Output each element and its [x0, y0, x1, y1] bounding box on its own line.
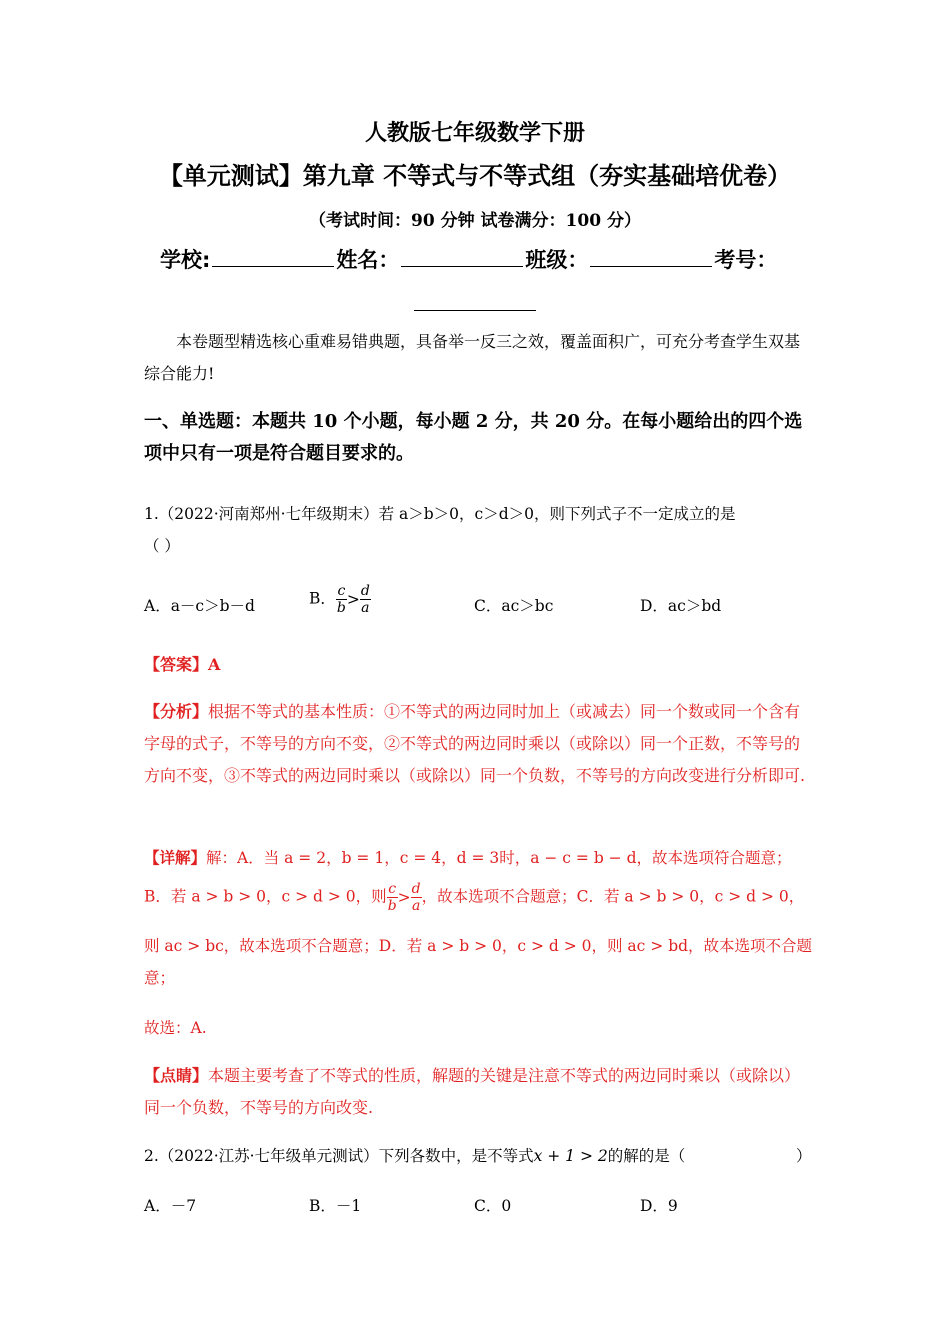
comment-tag: 【点睛】: [144, 1066, 209, 1085]
q1-option-b-label: B．: [309, 589, 336, 608]
detail-text-2a: B．若 a > b > 0，c > d > 0，则: [144, 887, 387, 906]
frac-numerator: d: [411, 881, 421, 897]
q2-stem: [144, 1144, 685, 1166]
section-heading: 一、单选题：本题共 10 个小题，每小题 2 分，共 20 分。在每小题给出的四个选项中只有一项是符合题目要求的。: [144, 411, 803, 464]
frac-denominator: b: [387, 898, 397, 914]
name-label: 姓名：: [336, 248, 400, 272]
frac-numerator: d: [360, 583, 370, 599]
q1-choose: 故选：A.: [144, 1019, 207, 1037]
number-blank: [414, 292, 536, 311]
q2-inequality: x + 1 > 2: [533, 1147, 608, 1165]
q1-stem: 1.（2022·河南郑州·七年级期末）若 a＞b＞0，c＞d＞0，则下列式子不一定成立的是: [144, 505, 736, 523]
q1-option-b: [309, 584, 371, 615]
name-blank: [401, 246, 523, 267]
frac-denominator: a: [361, 600, 370, 616]
detail-fraction-right: [411, 882, 422, 913]
analysis-text: 根据不等式的基本性质：①不等式的两边同时加上（或减去）同一个数或同一个含有字母的式子，不等号的方向不变，②不等式的两边同时乘以（或除以）同一个正数，不等号的方向不变，③不等式的两边同时乘以（或除以）同一个负数，不等号的方向改变进行分析即可.: [144, 702, 806, 785]
q1-analysis: [144, 696, 812, 792]
q2-option-a: A．－7: [144, 1197, 197, 1215]
q1-answer: 【答案】A: [144, 655, 221, 674]
q2-option-d: D．9: [640, 1197, 678, 1215]
class-label: 班级：: [525, 248, 589, 272]
doc-subtitle: 【单元测试】第九章 不等式与不等式组（夯实基础培优卷）: [158, 162, 792, 190]
comment-text: 本题主要考查了不等式的性质，解题的关键是注意不等式的两边同时乘以（或除以）同一个负数，不等号的方向改变.: [144, 1066, 801, 1117]
doc-title: 人教版七年级数学下册: [364, 121, 585, 146]
q1-detail-line2: [144, 882, 804, 913]
q1-option-c: C．ac＞bc: [474, 597, 554, 615]
q2-option-b: B．－1: [309, 1197, 362, 1215]
analysis-tag: 【分析】: [144, 702, 209, 721]
q2-stem-post: 的解的是（: [607, 1147, 686, 1165]
gt-sign: >: [346, 590, 360, 609]
frac-numerator: c: [388, 881, 397, 897]
detail-text-2b: ，故本选项不合题意；C．若 a > b > 0，c > d > 0，: [421, 887, 805, 906]
number-label: 考号：: [714, 248, 778, 272]
gt-sign: >: [397, 888, 411, 907]
q2-option-c: C．0: [474, 1197, 512, 1215]
q2-stem-pre: 2.（2022·江苏·七年级单元测试）下列各数中，是不等式: [144, 1147, 534, 1165]
q1-comment: [144, 1060, 812, 1124]
q1-option-d: D．ac＞bd: [640, 597, 722, 615]
q1-paren: （ ）: [144, 537, 180, 555]
q1-detail-line1: [144, 846, 792, 868]
frac-denominator: b: [336, 600, 346, 616]
frac-numerator: c: [337, 583, 346, 599]
student-info-fields: [160, 244, 777, 274]
q1-detail-line4: 意；: [144, 969, 176, 987]
q1-option-b-fraction-left: [336, 584, 347, 615]
intro-paragraph: 本卷题型精选核心重难易错典题，具备举一反三之效，覆盖面积广，可充分考查学生双基综合能力!: [144, 332, 801, 383]
q1-detail-line3: 则 ac > bc，故本选项不合题意；D．若 a > b > 0，c > d > 0，则 ac > bd，故本选项不合题: [144, 937, 813, 955]
frac-denominator: a: [411, 898, 421, 914]
q1-option-b-fraction-right: [360, 584, 371, 615]
q1-option-a: A．a－c＞b－d: [144, 597, 255, 615]
detail-text-1: 解：A．当 a = 2，b = 1，c = 4，d = 3时，a − c = b − d，故本选项符合题意；: [206, 849, 792, 867]
detail-fraction-left: [387, 882, 398, 913]
q2-paren-close: ）: [796, 1147, 812, 1165]
exam-meta: （考试时间：90 分钟 试卷满分：100 分）: [309, 211, 641, 231]
school-blank: [212, 246, 334, 267]
school-label: 学校:: [160, 248, 211, 272]
detail-tag: 【详解】: [144, 848, 207, 867]
class-blank: [590, 246, 712, 267]
